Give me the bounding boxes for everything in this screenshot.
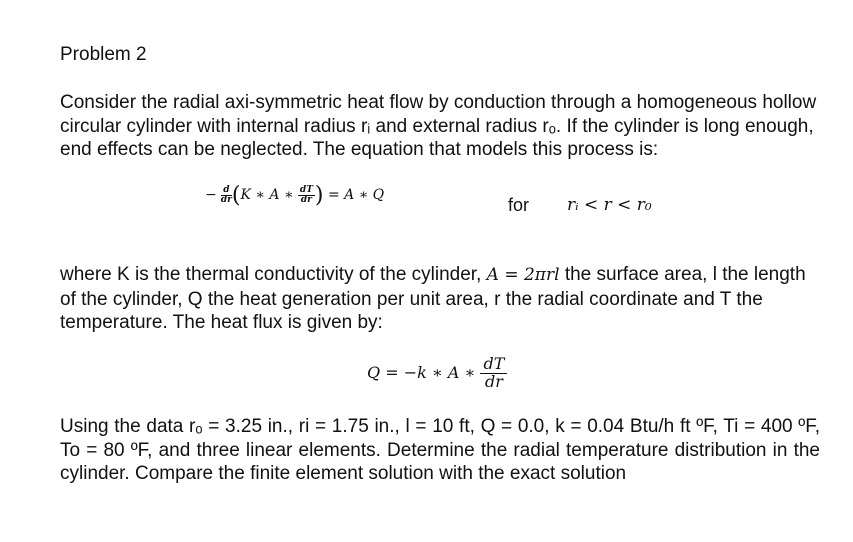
para2-text-start: where K is the thermal conductivity of the cylinder, [60,264,487,285]
problem-definitions-paragraph [60,263,820,335]
eq2-dT-dr [480,356,507,391]
eq2-numerator: dT [480,356,507,374]
eq2-lhs: Q = −k ∗ A ∗ [367,362,481,382]
eq1-close-paren: ) [314,183,324,208]
radius-range: rᵢ < r < r₀ [567,195,652,215]
eq1-d-numerator: d [221,186,232,196]
eq1-d-denominator: dr [220,195,232,205]
eq2-denominator: dr [484,371,503,391]
eq1-minus: − [205,187,217,203]
problem-heading: Problem 2 [60,44,147,65]
para2-text-end: the surface area, l the length of the cylinder, Q the heat generation per unit area, r the radial coordinate and T the temperature. The heat flux is given by: [60,264,806,333]
problem-data-paragraph: Using the data rₒ = 3.25 in., ri = 1.75 in., l = 10 ft, Q = 0.0, k = 0.04 Btu/h ft ºF, Ti = 400 ºF, To = 80 ºF, and three linear elements. Determine the radial temperature distribution in the cylinder. Compare the finite element solution with the exact solution [60,416,820,484]
eq1-dT-denominator: dr [300,195,312,205]
surface-area-formula: A = 2πrl [486,265,560,285]
for-label: for [508,195,530,215]
governing-equation [205,183,384,208]
eq1-open-paren: ( [231,183,241,208]
eq1-rhs: = A ∗ Q [323,187,385,203]
eq1-dT-numerator: dT [299,184,313,195]
problem-intro-paragraph: Consider the radial axi-symmetric heat flow by conduction through a homogeneous hollow circular cylinder with internal radius rᵢ and external radius rₒ. If the cylinder is long enough, end effects can be neglected. The equation that models this process is: [60,92,817,160]
eq1-body: K ∗ A ∗ [240,187,298,203]
eq1-derivative-operator [221,186,232,206]
heat-flux-equation [367,356,507,391]
eq1-dT-dr [298,186,315,206]
